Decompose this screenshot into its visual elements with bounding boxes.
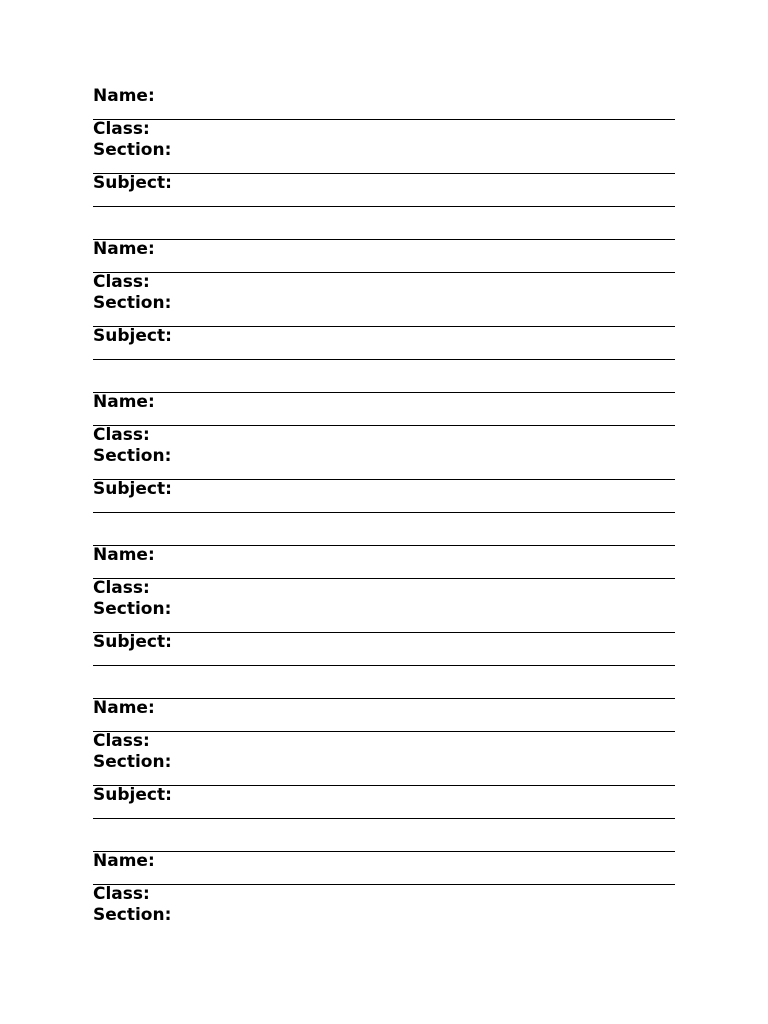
name-label: Name: <box>93 239 155 259</box>
name-label: Name: <box>93 698 155 718</box>
class-label: Class: <box>93 731 150 751</box>
class-label: Class: <box>93 119 150 139</box>
name-line <box>93 425 675 426</box>
class-label: Class: <box>93 425 150 445</box>
name-line <box>93 884 675 885</box>
section-label: Section: <box>93 752 172 772</box>
section-label: Section: <box>93 293 172 313</box>
subject-line <box>93 512 675 513</box>
class-section-line <box>93 632 675 633</box>
class-section-line <box>93 479 675 480</box>
name-label: Name: <box>93 851 155 871</box>
subject-label: Subject: <box>93 785 172 805</box>
subject-label: Subject: <box>93 173 172 193</box>
subject-label: Subject: <box>93 479 172 499</box>
name-line <box>93 272 675 273</box>
name-label: Name: <box>93 392 155 412</box>
subject-line <box>93 818 675 819</box>
class-label: Class: <box>93 578 150 598</box>
block-separator-line <box>93 239 675 240</box>
class-section-line <box>93 785 675 786</box>
section-label: Section: <box>93 905 172 925</box>
class-section-line <box>93 173 675 174</box>
section-label: Section: <box>93 140 172 160</box>
block-separator-line <box>93 545 675 546</box>
class-label: Class: <box>93 884 150 904</box>
name-label: Name: <box>93 545 155 565</box>
class-label: Class: <box>93 272 150 292</box>
subject-label: Subject: <box>93 632 172 652</box>
name-line <box>93 119 675 120</box>
section-label: Section: <box>93 599 172 619</box>
class-section-line <box>93 326 675 327</box>
subject-line <box>93 665 675 666</box>
subject-line <box>93 206 675 207</box>
subject-label: Subject: <box>93 326 172 346</box>
block-separator-line <box>93 392 675 393</box>
subject-line <box>93 359 675 360</box>
name-label: Name: <box>93 86 155 106</box>
name-line <box>93 578 675 579</box>
name-line <box>93 731 675 732</box>
section-label: Section: <box>93 446 172 466</box>
block-separator-line <box>93 698 675 699</box>
block-separator-line <box>93 851 675 852</box>
